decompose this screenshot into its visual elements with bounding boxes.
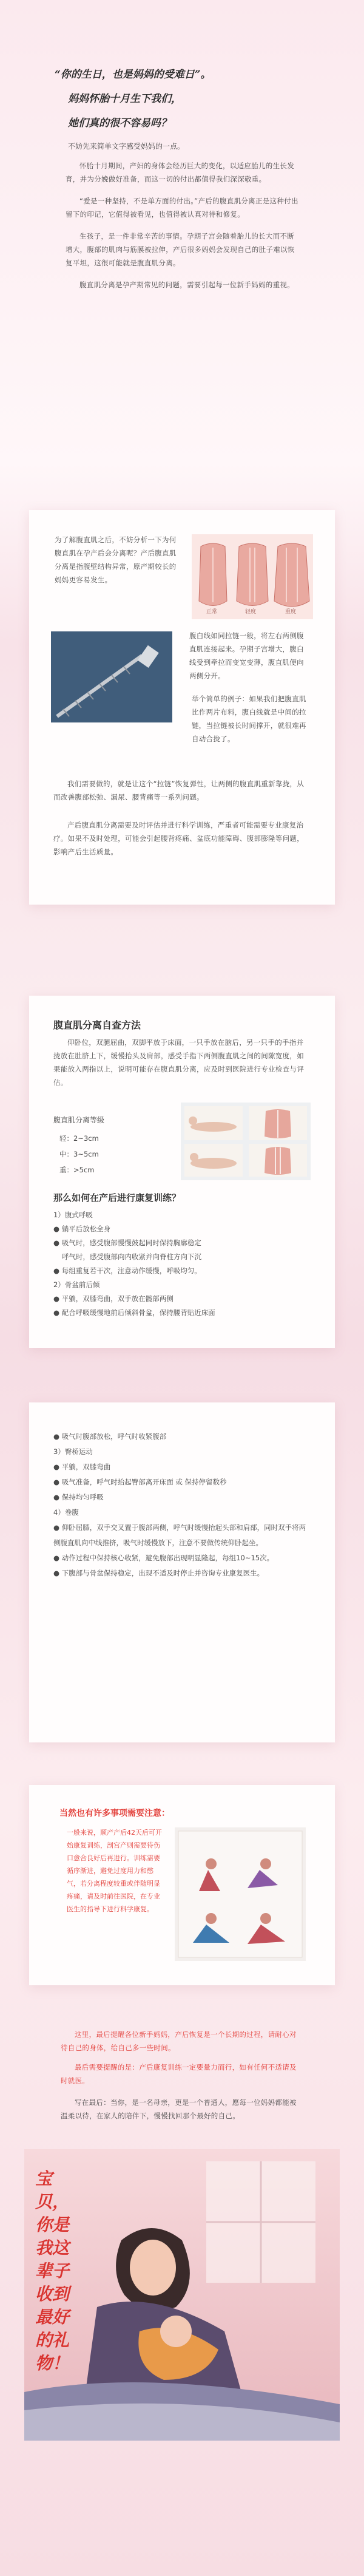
exercise-item: ● 吸气准备，呼气时抬起臀部离开床面 或 保持停留数秒 — [53, 1478, 227, 1486]
intro-paragraph-2: “爱是一种坚持，不是单方面的付出。”产后的腹直肌分离正是这种付出留下的印记，它值得被看见，也值得被认真对待和修复。 — [66, 197, 298, 219]
cause-paragraph-3: 举个简单的例子：如果我们把腹直肌比作两片布料，腹白线就是中间的拉链，当拉链被长时间撑开，就很难再自动合拢了。 — [192, 695, 306, 743]
exercise-item: 3）臀桥运动 — [53, 1447, 93, 1456]
mother-baby-illustration — [24, 2149, 340, 2441]
vertical-message: 宝贝，你是我这辈子收到最好的礼物！ — [35, 2169, 70, 2373]
training-item: ● 配合呼吸缓慢地前后倾斜骨盆，保持腰背贴近床面 — [53, 1308, 215, 1317]
selfcheck-card — [29, 996, 335, 1348]
notes-title: 当然也有许多事项需要注意： — [59, 1809, 170, 1818]
training-item: ● 平躺，双膝弯曲，双手放在髋部两侧 — [53, 1294, 174, 1303]
selfcheck-illustration — [181, 1103, 311, 1180]
intro-paragraph-3: 生孩子，是一件非常辛苦的事情。孕期子宫会随着胎儿的长大而不断增大，腹部的肌肉与筋膜被拉伸，产后很多妈妈会发现自己的肚子难以恢复平坦，这很可能就是腹直肌分离。 — [66, 232, 295, 267]
exercise-item: ● 仰卧屈膝，双手交叉置于腹部两侧，呼气时缓慢抬起头部和肩部，同时双手将两侧腹直肌向中线推挤，吸气时缓慢放下，注意不要做传统仰卧起坐。 — [53, 1523, 306, 1547]
intro-lead: 不妨先来简单文字感受妈妈的一点。 — [68, 142, 185, 151]
training-item: 1）腹式呼吸 — [53, 1211, 93, 1219]
selfcheck-paragraph: 仰卧位，双腿屈曲，双脚平放于床面，一只手放在脑后，另一只手的手指并拢放在肚脐上下，缓慢抬头及肩部，感受手指下两侧腹直肌之间的间隙宽度，如果能放入两指以上，说明可能存在腹直肌分离，应及时到医院进行专业检查与评估。 — [53, 1038, 304, 1087]
intro-paragraph-1: 怀胎十月期间，产妇的身体会经历巨大的变化，以适应胎儿的生长发育，并为分娩做好准备，而这一切的付出都值得我们深深敬重。 — [66, 161, 294, 183]
closing-paragraph-1: 这里，最后提醒各位新手妈妈，产后恢复是一个长期的过程，请耐心对待自己的身体，给自己多一些时间。 — [61, 2030, 297, 2052]
training-item: ● 躺平后放松全身 — [53, 1225, 111, 1233]
training-item: 呼气时，感受腹部向内收紧并向脊柱方向下沉 — [62, 1252, 201, 1261]
cause-paragraph-1: 为了解腹直肌之后，不妨分析一下为何腹直肌在孕产后会分离呢？产后腹直肌分离是指腹壁结构异常，原产期较长的妈妈更容易发生。 — [55, 535, 177, 584]
exercise-item: 4）卷腹 — [53, 1508, 79, 1517]
selfcheck-title: 腹直肌分离自查方法 — [53, 1019, 141, 1031]
training-question: 那么如何在产后进行康复训练？ — [53, 1192, 181, 1203]
closing-paragraph-2: 最后需要提醒的是：产后康复训练一定要量力而行，如有任何不适请及时就医。 — [61, 2063, 297, 2085]
level-severe: 重：>5cm — [59, 1166, 95, 1174]
exercise-item: ● 保持均匀呼吸 — [53, 1493, 104, 1501]
image-label-severe: 重度 — [285, 609, 297, 615]
notes-card — [29, 1785, 335, 1985]
quote-line-2: 妈妈怀胎十月生下我们， — [68, 93, 181, 105]
exercise-illustration — [175, 1827, 306, 1961]
cause-paragraph-4: 我们需要做的，就是让这个“拉链”恢复弹性，让两侧的腹直肌重新靠拢，从而改善腹部松弛、漏尿、腰背痛等一系列问题。 — [53, 780, 305, 801]
quote-line-3: 她们真的很不容易吗？ — [68, 117, 171, 129]
training-item: ● 吸气时，感受腹部慢慢鼓起同时保持胸廓稳定 — [53, 1239, 201, 1247]
training-item: ● 每组重复若干次，注意动作缓慢，呼吸均匀。 — [53, 1266, 201, 1275]
intro-paragraph-4: 腹直肌分离是孕产期常见的问题，需要引起每一位新手妈妈的重视。 — [79, 280, 294, 289]
image-label-normal: 正常 — [206, 609, 218, 615]
cause-paragraph-2: 腹白线如同拉链一般，将左右两侧腹直肌连接起来。孕期子宫增大，腹白线受到牵拉而变宽变薄，腹直肌便向两侧分开。 — [189, 631, 304, 680]
quote-line-1: “你的生日，也是妈妈的受难日”。 — [55, 69, 211, 81]
zipper-photo — [51, 631, 172, 722]
exercise-item: ● 平躺，双膝弯曲 — [53, 1463, 111, 1471]
level-mild: 轻：2~3cm — [59, 1134, 99, 1143]
notes-body: 一般来说，顺产产后42天后可开始康复训练，剖宫产则需要待伤口愈合良好后再进行。训练需要循序渐进，避免过度用力和憋气，若分离程度较重或伴随明显疼痛，请及时前往医院，在专业医生的指导下进行科学康复。 — [67, 1829, 162, 1913]
closing-paragraph-3: 写在最后：当你，是一名母亲，更是一个普通人，愿每一位妈妈都能被温柔以待，在家人的陪伴下，慢慢找回那个最好的自己。 — [61, 2098, 297, 2120]
exercise-card — [29, 1402, 335, 1742]
exercise-item: ● 动作过程中保持核心收紧，避免腹部出现明显隆起，每组10~15次。 — [53, 1554, 274, 1562]
exercise-item: ● 吸气时腹部放松，呼气时收紧腹部 — [53, 1432, 167, 1441]
image-label-mild: 轻度 — [245, 609, 257, 615]
abdomen-illustration — [192, 534, 313, 619]
cause-card — [29, 510, 335, 905]
level-moderate: 中：3~5cm — [59, 1150, 99, 1158]
training-item: 2）骨盆前后倾 — [53, 1280, 100, 1289]
cause-paragraph-5: 产后腹直肌分离需要及时评估并进行科学训练，严重者可能需要专业康复治疗。如果不及时处理，可能会引起腰背疼痛、盆底功能障碍、腹部膨隆等问题，影响产后生活质量。 — [53, 821, 304, 856]
exercise-item: ● 下腹部与骨盆保持稳定，出现不适及时停止并咨询专业康复医生。 — [53, 1569, 265, 1577]
levels-title: 腹直肌分离等级 — [53, 1116, 105, 1124]
